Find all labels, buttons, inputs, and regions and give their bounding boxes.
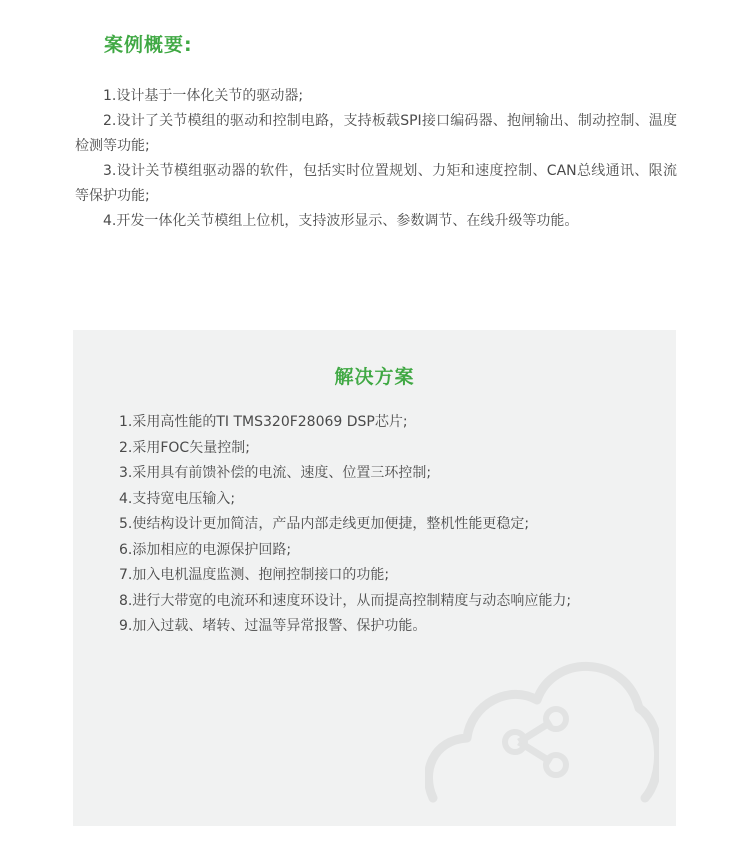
solution-item: 3.采用具有前馈补偿的电流、速度、位置三环控制;: [119, 465, 432, 481]
overview-item: 1.设计基于一体化关节的驱动器;: [103, 88, 304, 104]
solution-item: 6.添加相应的电源保护回路;: [119, 541, 292, 558]
overview-item: 2.设计了关节模组的驱动和控制电路，支持板载SPI接口编码器、抱闸输出、制动控制、温度检测等功能;: [75, 113, 677, 154]
solution-panel: [73, 330, 676, 826]
solution-title: 解决方案: [334, 366, 415, 388]
overview-list: [75, 84, 677, 234]
solution-item: 4.支持宽电压输入;: [119, 490, 236, 507]
solution-item: 7.加入电机温度监测、抱闸控制接口的功能;: [119, 567, 390, 583]
solution-item: 5.使结构设计更加简洁，产品内部走线更加便捷，整机性能更稳定;: [119, 516, 530, 532]
overview-item: 3.设计关节模组驱动器的软件，包括实时位置规划、力矩和速度控制、CAN总线通讯、限流等保护功能;: [75, 163, 677, 204]
overview-title: 案例概要:: [104, 34, 193, 56]
solution-item: 1.采用高性能的TI TMS320F28069 DSP芯片;: [119, 414, 408, 430]
solution-list: [119, 410, 571, 640]
cloud-share-icon: [425, 648, 659, 810]
solution-item: 2.采用FOC矢量控制;: [119, 439, 250, 456]
overview-item: 4.开发一体化关节模组上位机，支持波形显示、参数调节、在线升级等功能。: [103, 213, 579, 229]
solution-item: 8.进行大带宽的电流环和速度环设计，从而提高控制精度与动态响应能力;: [119, 592, 572, 609]
solution-item: 9.加入过载、堵转、过温等异常报警、保护功能。: [119, 618, 427, 634]
